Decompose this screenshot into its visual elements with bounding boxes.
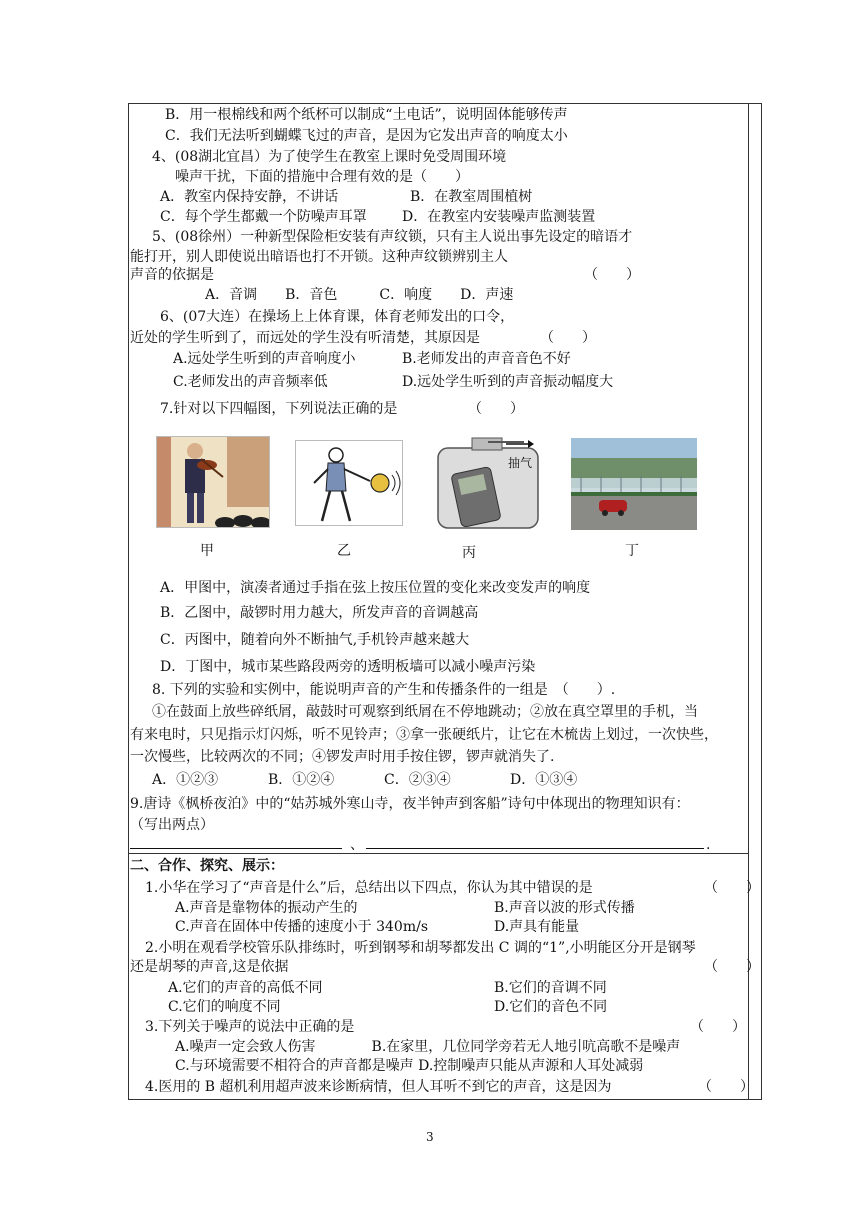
q9-stem: 9.唐诗《枫桥夜泊》中的“姑苏城外寒山寺，夜半钟声到客船”诗句中体现出的物理知识有： [130,796,690,812]
q8-body-line3: 一次慢些，比较两次的不同；④锣发声时用手按住锣，锣声就消失了. [130,749,555,765]
q8-stem: 8. 下列的实验和实例中，能说明声音的产生和传播条件的一组是 （ ）. [152,682,616,698]
s2-q2-option-a: A.它们的声音的高低不同 [168,980,323,996]
s2-q3-answer-paren: （ ） [690,1019,746,1035]
s2-q2-option-b: B.它们的音调不同 [494,980,607,996]
q6-option-c: C.老师发出的声音频率低 [173,374,328,390]
section-divider [128,853,748,854]
q7-stem: 7.针对以下四幅图，下列说法正确的是 [160,401,398,417]
q4-stem-cont: 噪声干扰，下面的措施中合理有效的是（ ） [175,169,469,185]
s2-q4-answer-paren: （ ） [698,1079,754,1095]
figure-label-bing: 丙 [462,545,476,561]
figure-ding-noise-barrier [571,438,697,530]
q9-stem-cont: （写出两点） [130,817,214,833]
q7-option-d: D．丁图中，城市某些路段两旁的透明板墙可以减小噪声污染 [160,659,536,675]
s2-q1-option-c: C.声音在固体中传播的速度小于 340m/s [175,919,429,935]
s2-q3-stem: 3.下列关于噪声的说法中正确的是 [145,1019,355,1035]
q4-option-b: B．在教室周围植树 [410,189,533,205]
q5-stem-cont: 能打开，别人即使说出暗语也打不开锁。这种声纹锁辨别主人 [130,249,508,265]
q8-option-a: A．①②③ [152,772,219,788]
q6-stem-cont: 近处的学生听到了，而远处的学生没有听清楚，其原因是 [130,330,480,346]
page-number: 3 [426,1130,434,1144]
q4-option-d: D．在教室内安装噪声监测装置 [402,209,596,225]
q7-answer-paren: （ ） [468,401,524,417]
figure-bing-bell-jar [432,434,544,530]
s2-q1-answer-paren: （ ） [704,880,760,896]
figure-label-jia: 甲 [200,543,214,559]
s2-q4-stem: 4.医用的 B 超机利用超声波来诊断病情，但人耳听不到它的声音，这是因为 [145,1079,612,1095]
q3-option-b: B．用一根棉线和两个纸杯可以制成“土电话”，说明固体能够传声 [165,107,568,123]
q8-option-b: B．①②④ [268,772,335,788]
q4-option-c: C．每个学生都戴一个防噪声耳罩 [160,209,367,225]
s2-q1-option-d: D.声具有能量 [494,919,580,935]
q9-answer-blank-2[interactable] [366,848,704,849]
q8-body-line1: ①在鼓面上放些碎纸屑，敲鼓时可观察到纸屑在不停地跳动；②放在真空罩里的手机，当 [152,704,698,720]
q7-option-b: B．乙图中，敲锣时用力越大，所发声音的音调越高 [160,605,479,621]
s2-q1-option-b: B.声音以波的形式传播 [494,900,635,916]
q6-stem: 6、(07大连）在操场上上体育课，体育老师发出的口令， [160,309,515,325]
figure-yi-gong [295,440,403,526]
q7-option-a: A．甲图中，演凑者通过手指在弦上按压位置的变化来改变发声的响度 [160,580,591,596]
q7-option-c: C．丙图中，随着向外不断抽气,手机铃声越来越大 [160,632,470,648]
q5-stem-end: 声音的依据是 [130,267,214,283]
figure-jia-violinist [156,436,270,528]
s2-q1-stem: 1.小华在学习了“声音是什么”后，总结出以下四点，你认为其中错误的是 [145,880,593,896]
q6-answer-paren: （ ） [540,330,596,346]
figure-label-ding: 丁 [625,543,639,559]
s2-q2-stem: 2.小明在观看学校管乐队排练时，听到钢琴和胡琴都发出 C 调的“1”,小明能区分开是钢琴 [145,940,696,956]
q5-stem: 5、(08徐州）一种新型保险柜安装有声纹锁，只有主人说出事先设定的暗语才 [152,229,633,245]
q9-separator: 、 [350,837,364,853]
section-2-title: 二、合作、探究、展示： [130,858,284,874]
s2-q1-option-a: A.声音是靠物体的振动产生的 [175,900,358,916]
q6-option-b: B.老师发出的声音音色不好 [402,351,571,367]
s2-q2-option-c: C.它们的响度不同 [168,999,281,1015]
q6-option-a: A.远处学生听到的声音响度小 [173,351,356,367]
pump-label: 抽气 [508,456,533,470]
q9-end-period: . [706,837,711,853]
q4-option-a: A．教室内保持安静，不讲话 [160,189,339,205]
q5-options: A．音调 B．音色 C．响度 D．声速 [205,287,514,303]
s2-q3-options-ab: A.噪声一定会致人伤害 B.在家里，几位同学旁若无人地引吭高歌不是噪声 [175,1039,681,1055]
q8-option-c: C．②③④ [384,772,451,788]
s2-q2-option-d: D.它们的音色不同 [494,999,608,1015]
q3-option-c: C．我们无法听到蝴蝶飞过的声音，是因为它发出声音的响度太小 [165,128,568,144]
s2-q2-stem-cont: 还是胡琴的声音,这是依据 [130,959,289,975]
q8-option-d: D．①③④ [510,772,578,788]
s2-q3-options-cd: C.与环境需要不相符合的声音都是噪声 D.控制噪声只能从声源和人耳处减弱 [175,1058,644,1074]
q9-answer-blank-1[interactable] [130,848,342,849]
q8-body-line2: 有来电时，只见指示灯闪烁，听不见铃声；③拿一张硬纸片，让它在木梳齿上划过，一次快些， [130,727,718,743]
column-divider [748,103,749,1100]
q6-option-d: D.远处学生听到的声音振动幅度大 [402,374,614,390]
figure-label-yi: 乙 [337,543,351,559]
q4-stem: 4、(08湖北宜昌）为了使学生在教室上课时免受周围环境 [152,149,507,165]
s2-q2-answer-paren: （ ） [704,959,760,975]
q5-answer-paren: （ ） [584,267,640,283]
